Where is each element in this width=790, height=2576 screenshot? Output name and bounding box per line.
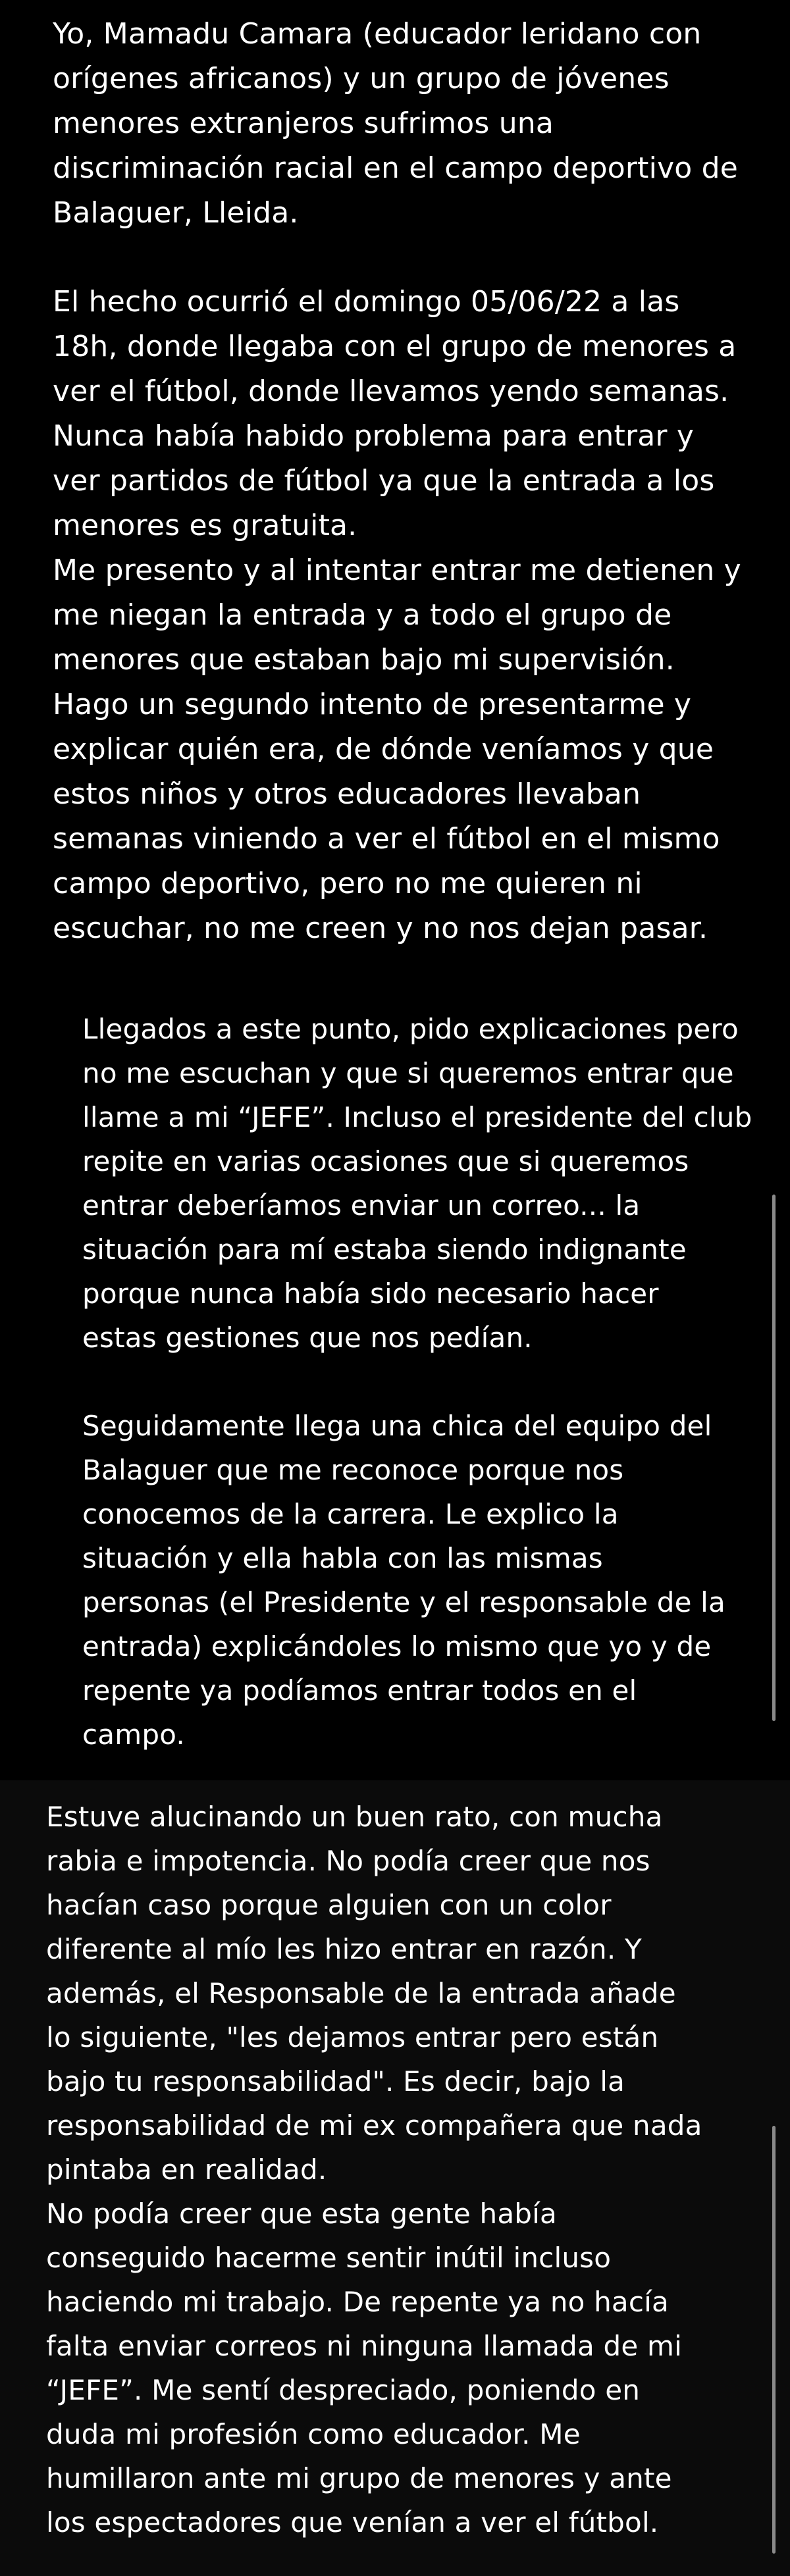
paragraph-spacer — [53, 236, 777, 280]
humiliation-paragraph: No podía creer que esta gente había conseguido hacerme sentir inútil incluso haciendo mi trabajo. De repente ya no hacía falta enviar correos ni ninguna llamada de mi “JEFE”. Me sentí despreciado, poniendo en duda mi profesión como educador. Me humillaron ante mi grupo de menores y ante los espectadores que venían a ver el fútbol. — [46, 2198, 682, 2538]
intro-paragraph: Yo, Mamadu Camara (educador leridano con orígenes africanos) y un grupo de jóvenes menores extranjeros sufrimos una discriminación racial en el campo deportivo de Balaguer, Lleida. — [53, 17, 739, 230]
paragraph-spacer — [82, 1360, 777, 1404]
reaction-paragraph: Estuve alucinando un buen rato, con mucha rabia e impotencia. No podía creer que nos hacían caso porque alguien con un color diferente al mío les hizo entrar en razón. Y además, el Responsable de la entrada añade lo siguiente, "les dejamos entrar pero están bajo tu responsabilidad". Es decir, bajo la responsabilidad de mi ex compañera que nada pintaba en realidad. — [46, 1801, 702, 2186]
explanations-paragraph: Llegados a este punto, pido explicaciones pero no me escuchan y que si queremos entrar que llame a mi “JEFE”. Incluso el presidente del club repite en varias ocasiones que si queremos entrar deberíamos enviar un correo... la situación para mí estaba siendo indignante porque nunca había sido necesario hacer estas gestiones que nos pedían. — [82, 1013, 752, 1354]
colleague-arrives-paragraph: Seguidamente llega una chica del equipo del Balaguer que me reconoce porque nos conocemos de la carrera. Le explico la situación y ella habla con las mismas personas (el Presidente y el responsable de la entrada) explicándoles lo mismo que yo y de repente ya podíamos entrar todos en el campo. — [82, 1410, 725, 1751]
text-screenshot-section-1 — [0, 0, 790, 994]
scrollbar[interactable] — [772, 1195, 776, 1721]
scrollbar[interactable] — [772, 2126, 776, 2554]
text-screenshot-section-2 — [0, 994, 790, 1780]
text-screenshot-section-3 — [0, 1780, 790, 2576]
incident-paragraph: El hecho ocurrió el domingo 05/06/22 a las 18h, donde llegaba con el grupo de menores a ver el fútbol, donde llevamos yendo semanas. Nunca había habido problema para entrar y ver partidos de fútbol ya que la entrada a los menores es gratuita. — [53, 285, 737, 542]
denied-entry-paragraph: Me presento y al intentar entrar me detienen y me niegan la entrada y a todo el grupo de menores que estaban bajo mi supervisión. Hago un segundo intento de presentarme y explicar quién era, de dónde veníamos y que estos niños y otros educadores llevaban semanas viniendo a ver el fútbol en el mismo campo deportivo, pero no me quieren ni escuchar, no me creen y no nos dejan pasar. — [53, 554, 741, 945]
